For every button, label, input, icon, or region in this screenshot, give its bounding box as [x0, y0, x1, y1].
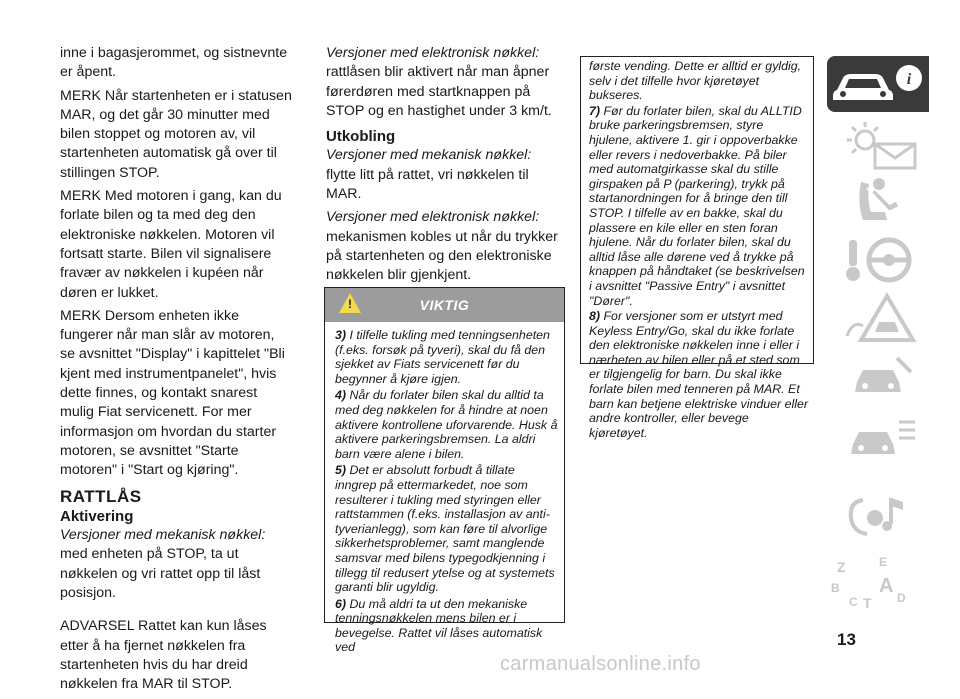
warning-item — [335, 328, 558, 386]
media-navigation-icon[interactable] — [827, 488, 929, 544]
svg-text:Z: Z — [837, 559, 846, 575]
italic-lead: Versjoner med mekanisk nøkkel: — [326, 147, 532, 164]
road-warning-icon[interactable] — [827, 290, 929, 346]
item-text: Når du forlater bilen skal du alltid ta med deg nøkkelen for å hindre at noen aktivere kontrollene uforvarende. Husk å aktivere parkeringsbremsen. La aldri barn være alene i bilen. — [335, 388, 558, 461]
paragraph: mekanismen kobles ut når du trykker på startenheten og den elektroniske nøkkelen blir gjenkjent. — [326, 228, 558, 284]
svg-text:C: C — [849, 595, 858, 609]
item-number: 3) — [335, 328, 347, 342]
warning-item — [335, 597, 558, 655]
item-number: 6) — [335, 596, 347, 611]
warning-item — [335, 463, 558, 594]
paragraph-text: med enheten på STOP, ta ut nøkkelen og vri rattet opp til låst posisjon. — [60, 546, 261, 602]
warning-title: VIKTIG — [419, 297, 470, 313]
svg-text:E: E — [879, 555, 888, 569]
steering-wheel-key-icon[interactable] — [827, 232, 929, 288]
warning-lights-icon[interactable] — [827, 116, 929, 172]
item-text: Det er absolutt forbudt å tillate inngrep på ettermarkedet, noe som resulterer i tukling med styringen eller rattstammen (f.eks. installasjon av anti-tyverianlegg), som kan føre til alvorlige sikkerhetsproblemer, samt manglende samsvar med bilens typegodkjenning i tillegg til redusert ytelse og at systemets garanti blir ugyldig. — [335, 463, 555, 595]
warning-item — [589, 309, 809, 440]
svg-text:A: A — [879, 575, 894, 597]
item-number: 5) — [335, 463, 347, 478]
section-heading: RATTLÅS — [60, 486, 142, 506]
warning-intro: første vending. Dette er alltid er gyldig, selv i det tilfelle hvor kjøretøyet bukseres. — [589, 59, 802, 103]
warning-header — [325, 288, 564, 322]
car-service-icon[interactable] — [827, 348, 929, 404]
item-text: Du må aldri ta ut den mekaniske tenningsnøkkelen mens bilen er i bevegelse. Rattet vil låses automatisk ved — [335, 596, 543, 655]
svg-text:D: D — [897, 591, 906, 605]
italic-lead: Versjoner med mekanisk nøkkel: — [60, 527, 266, 544]
car-info-icon[interactable] — [827, 56, 929, 112]
paragraph-text: flytte litt på rattet, vri nøkkelen til MAR. — [326, 166, 529, 203]
warning-item — [335, 388, 558, 461]
item-text: I tilfelle tukling med tenningsenheten (f.eks. forsøk på tyveri), skal du få den sjekket av Fiats servicenett før du begynner å kjøre igjen. — [335, 328, 550, 386]
item-number: 8) — [589, 309, 601, 324]
paragraph: rattlåsen blir aktivert når man åpner førerdøren med startknappen på STOP og en hastighet under 3 km/t. — [326, 64, 552, 119]
watermark-footer[interactable]: carmanualsonline.info — [500, 653, 701, 675]
item-number: 7) — [589, 103, 601, 118]
warning-triangle-icon: ! — [339, 293, 361, 313]
subsection-heading: Aktivering — [60, 507, 134, 525]
column-left — [60, 44, 292, 699]
italic-lead: Versjoner med elektronisk nøkkel: — [326, 209, 540, 226]
subsection-heading: Utkobling — [326, 128, 396, 146]
item-text: For versjoner som er utstyrt med Keyless Entry/Go, skal du ikke forlate den elektroniske nøkkelen inne i eller i nærheten av bilen eller på et sted som er tilgjengelig for barn. Du skal ikke forlate bilen med tenneren på MAR. Et barn kan betjene elektriske vinduer eller andre kontroller, eller bevege kjøretøyet. — [589, 309, 809, 440]
warning-box — [324, 287, 565, 655]
seat-safety-icon[interactable] — [827, 174, 929, 230]
paragraph — [60, 526, 292, 603]
svg-text:i: i — [906, 71, 912, 88]
italic-lead: Versjoner med elektronisk nøkkel: — [326, 45, 540, 61]
specifications-icon[interactable] — [827, 408, 929, 464]
item-text: Før du forlater bilen, skal du ALLTID bruke parkeringsbremsen, styre hjulene, aktivere 1. gir i oppoverbakke eller revers i nedoverbakke. På biler med automatgirkasse skal du stille girspaken på P (parkering), trykk på startanordningen for å bringe den till STOP. I tilfelle av en bakke, skal du plassere en kile eller en sten foran hjulene. Når du forlater bilen, skal du alltid låse alle dørene ved å trykke på knappen på håndtaket (se beskrivelsen i avsnittet "Passive Entry" i avsnittet "Dører". — [589, 103, 805, 308]
continued-warning-box — [580, 56, 814, 440]
paragraph: inne i bagasjerommet, og sistnevnte er åpent. — [60, 45, 288, 81]
svg-text:B: B — [831, 581, 840, 595]
page-number: 13 — [837, 630, 856, 649]
paragraph: MERK Når startenheten er i statusen MAR, og det går 30 minutter med bilen stoppet og motoren av, vil startenheten automatisk gå over til stillingen STOP. — [60, 87, 292, 181]
svg-text:T: T — [863, 595, 872, 610]
paragraph: MERK Med motoren i gang, kan du forlate bilen og ta med deg den elektroniske nøkkelen. Motoren vil fortsatt starte. Bilen vil signalisere fravær av nøkkelen i kupéen når døren er lukket. — [60, 188, 282, 301]
warning-item — [589, 104, 809, 308]
paragraph: ADVARSEL Rattet kan kun låses etter å ha fjernet nøkkelen fra startenheten hvis du har dreid nøkkelen fra MAR til STOP. — [60, 618, 267, 693]
column-middle — [326, 44, 562, 309]
item-number: 4) — [335, 388, 347, 403]
paragraph — [326, 146, 562, 204]
alphabet-index-icon[interactable] — [827, 554, 929, 610]
warning-body — [325, 322, 564, 655]
paragraph: MERK Dersom enheten ikke fungerer når man slår av motoren, se avsnittet "Display" i kapittelet "Bli kjent med instrumentpanelet", hvis dette finnes, og kontakt snarest mulig Fiat servicenett. For mer informasjon om hvordan du starter motoren, se avsnittet "Starte motoren" i "Start og kjøring". — [60, 307, 285, 479]
